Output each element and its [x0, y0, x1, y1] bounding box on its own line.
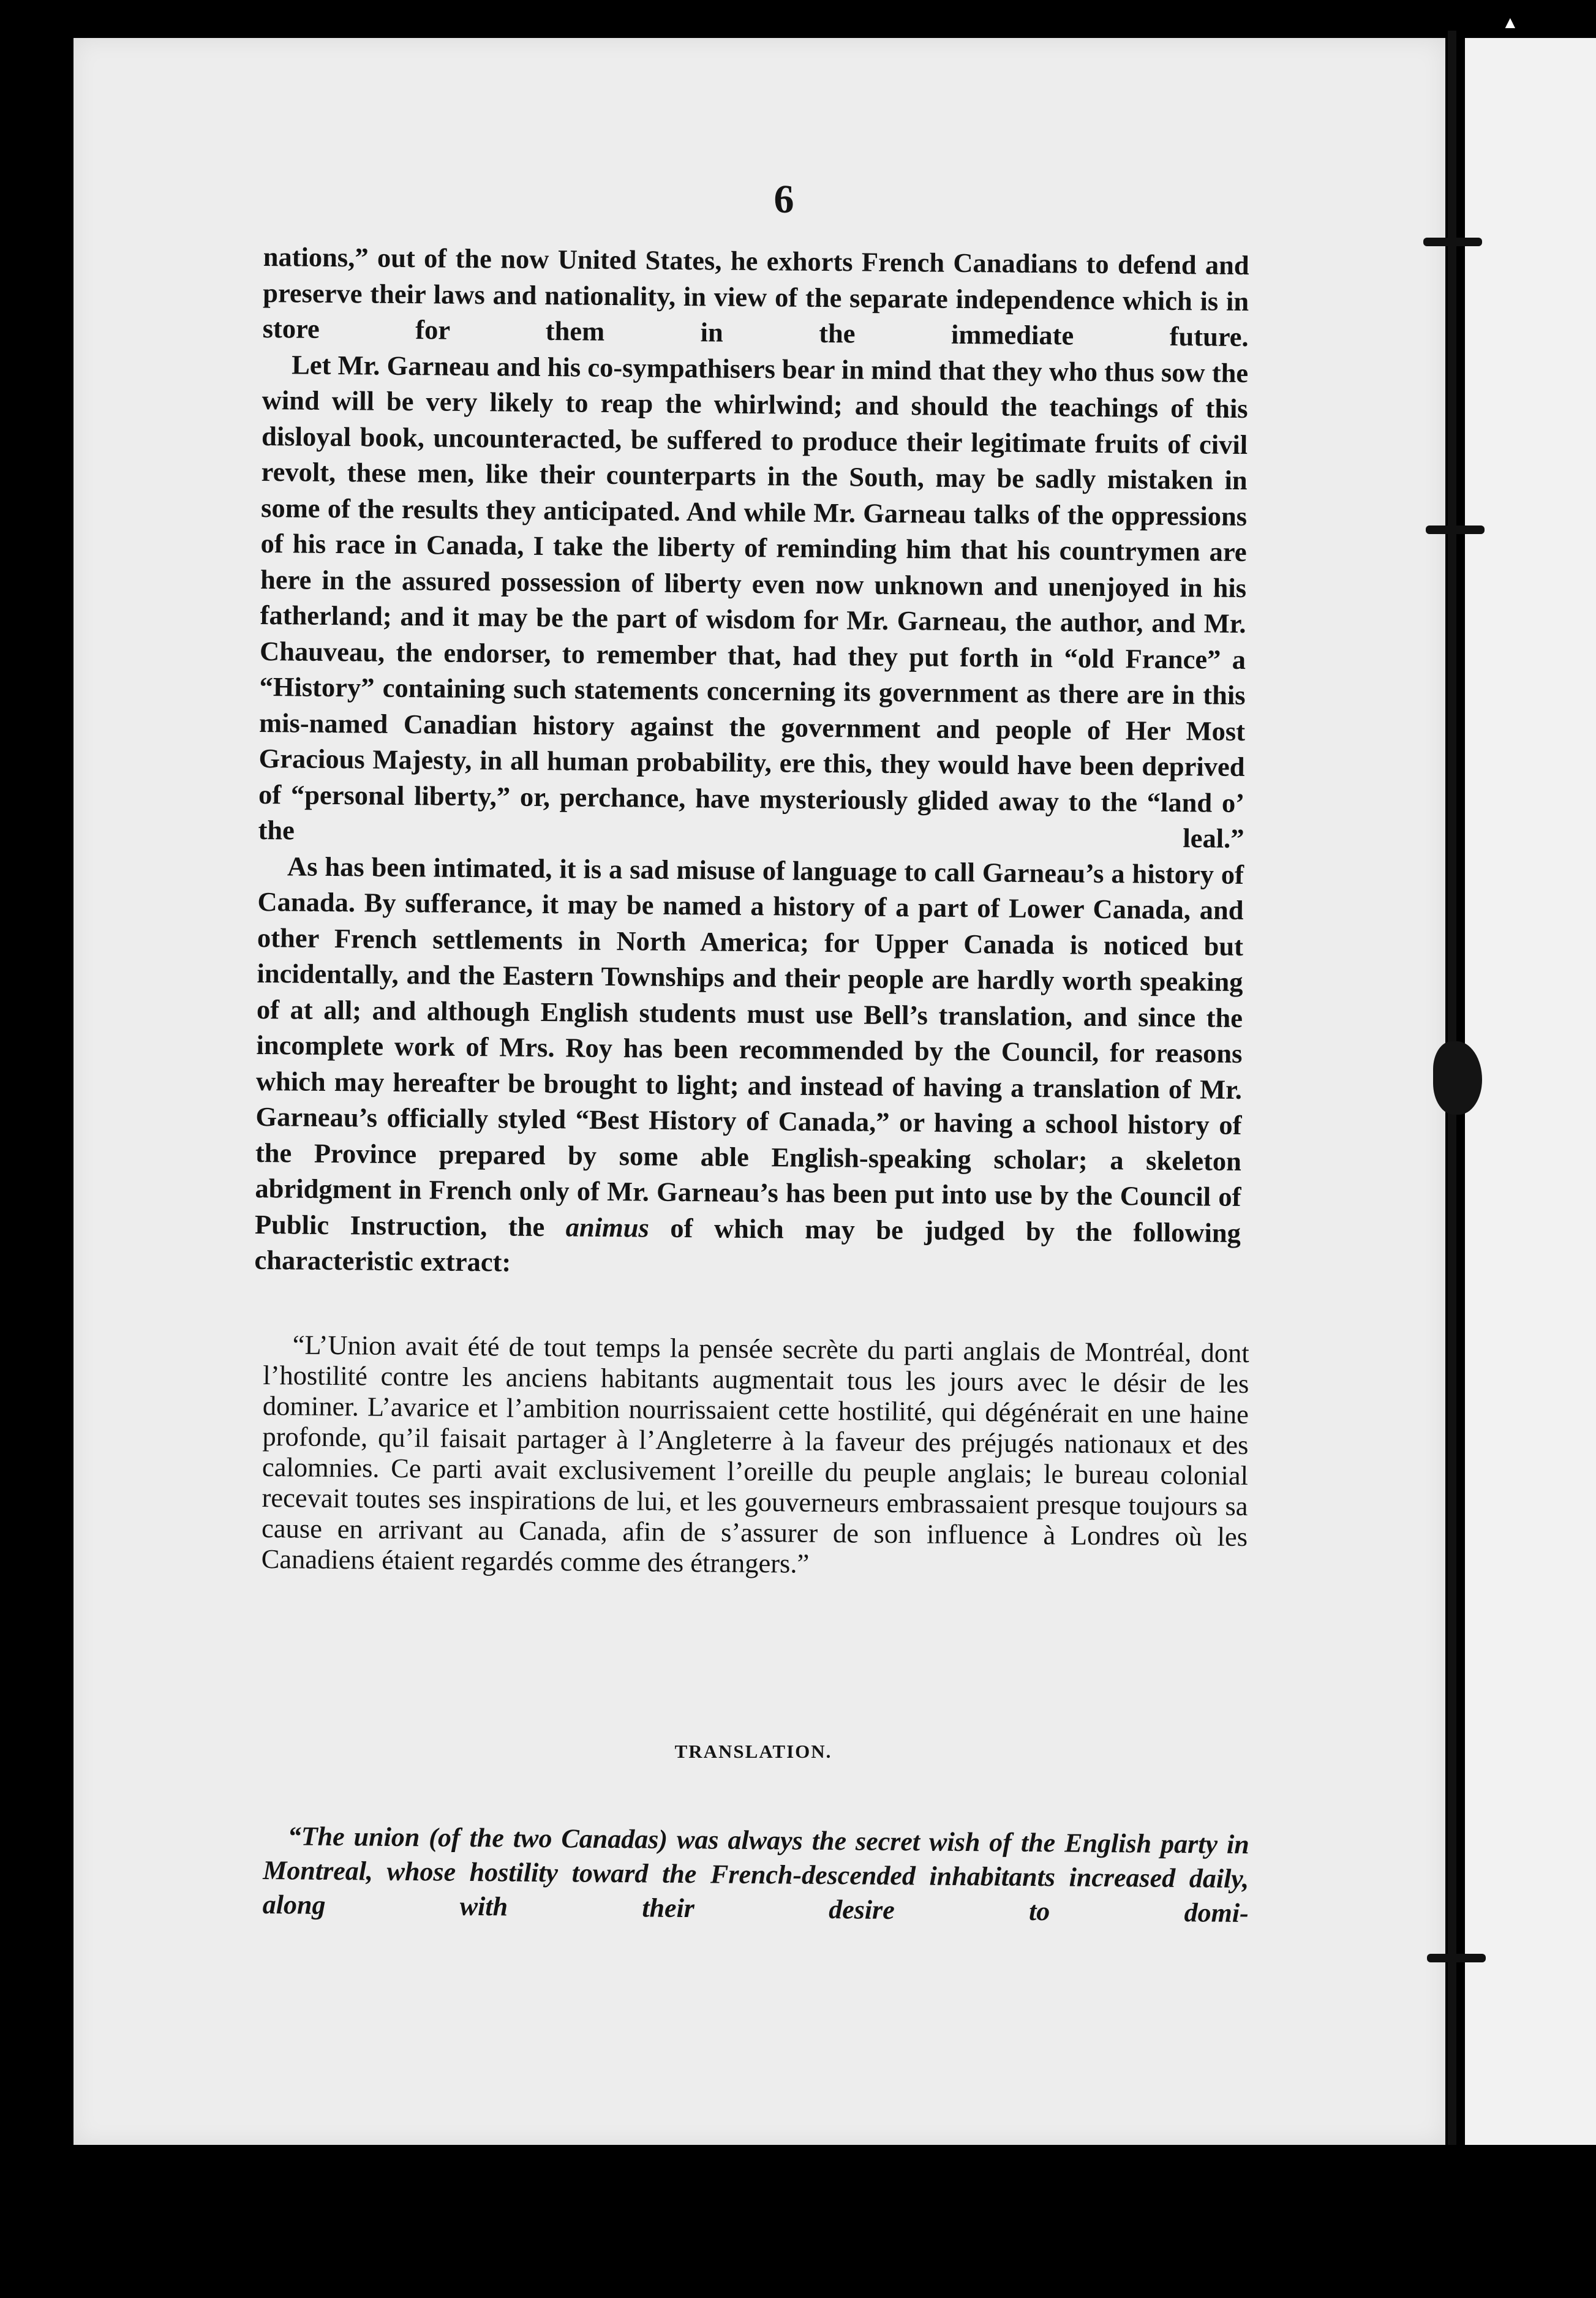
translation-text [263, 1819, 1249, 1931]
italic-word: animus [565, 1211, 650, 1243]
paragraph-tail: of which may be judged by the following characteristic extract: [254, 1212, 1241, 1278]
french-extract [262, 1329, 1249, 1583]
binding-stitch [1423, 238, 1482, 246]
paragraph-text: As has been intimated, it is a sad misuse of language to call Garneau’s a history of Canada. By sufferance, it may be named a history of a part of Lower Canada, and other French settlements in North America; for Upper Canada is noticed but incidentally, and the Eastern Townships and their people are hardly worth speaking of at all; and although English students must use Bell’s translation, and since the incomplete work of Mrs. Roy has been recommended by the Council, for reasons which may hereafter be brought to light; and instead of having a translation of Mr. Garneau’s officially styled “Best History of Canada,” or having a school history of the Province prepared by some able English-speaking scholar; a skeleton abridgment in French only of Mr. Garneau’s has been put into use by the Council of Public Instruction, the [254, 850, 1244, 1242]
french-quote: “L’Union avait été de tout temps la pensée secrète du parti anglais de Montréal, dont l’hostilité contre les anciens habitants augmentait tous les jours avec le désir de les dominer. L’avarice et l’ambition nourrissaient cette hostilité, qui dégénérait en une haine profonde, qu’il faisait partager à l’Angleterre à la faveur des préjugés nationaux et des calomnies. Ce parti avait exclusivement l’oreille du peuple anglais; le bureau colonial recevait toutes ses inspirations de lui, et les gouverneurs embrassaient presque toujours sa cause en arrivant au Canada, afin de s’assurer de son influence à Londres où les Canadiens étaient regardés comme des étrangers.” [261, 1329, 1249, 1579]
binding-stitch [1427, 1954, 1486, 1962]
paragraph [254, 848, 1244, 1286]
translation-heading: TRANSLATION. [674, 1741, 832, 1762]
translation-paragraph: “The union (of the two Canadas) was always the secret wish of the English party in Montreal, whose hostility toward the French-descended inhabitants increased daily, along with their desire to domi- [262, 1821, 1249, 1929]
body-text [254, 239, 1249, 1286]
binding-stitch [1426, 526, 1485, 534]
binding-ink-blot [1433, 1041, 1482, 1115]
paragraph: Let Mr. Garneau and his co-sympathisers bear in mind that they who thus sow the wind will be very likely to reap the whirlwind; and should the teachings of this disloyal book, uncounteracted, be suffered to produce their legitimate fruits of civil revolt, these men, like their counterparts in the South, may be sadly mistaken in some of the results they anticipated. And while Mr. Garneau talks of the oppressions of his race in Canada, I take the liberty of reminding him that his countrymen are here in the assured possession of liberty even now unknown and unenjoyed in his fatherland; and it may be the part of wisdom for Mr. Garneau, the author, and Mr. Chauveau, the endorser, to remember that, had they put forth in “old France” a “History” containing such statements concerning its government as there are in this mis-named Canadian history against the government and people of Her Most Gracious Majesty, in all human probability, ere this, they would have been deprived of “personal liberty,” or, perchance, have mysteriously glided away to the “land o’ the leal.” [258, 348, 1249, 854]
corner-mark: ▲ [1502, 13, 1519, 32]
page-number: 6 [774, 177, 794, 222]
paragraph: nations,” out of the now United States, he exhorts French Canadians to defend and preserve their laws and nationality, in view of the separate independence which is in store for them in the immediate future. [262, 241, 1249, 353]
adjacent-page-edge [1465, 38, 1596, 2145]
